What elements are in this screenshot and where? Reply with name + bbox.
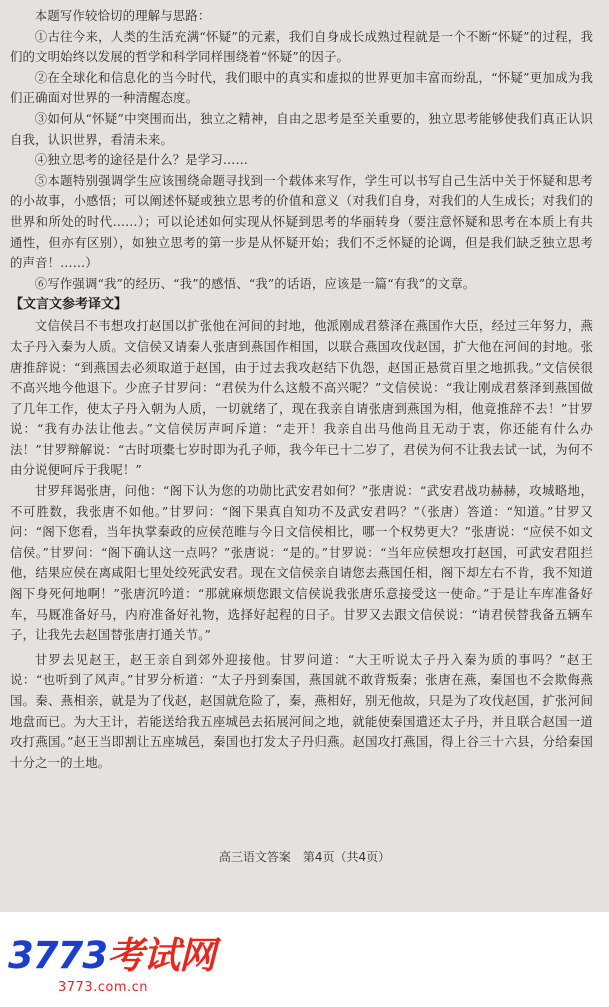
essay-notes-intro: 本题写作较恰切的理解与思路： xyxy=(34,8,211,23)
essay-point: ①古往今来，人类的生活充满“怀疑”的元素，我们自身成长成熟过程就是一个不断“怀疑”的过程，我们的文明始终以发展的哲学和科学同样围绕着“怀疑”的因子。 xyxy=(10,28,593,65)
site-logo xyxy=(8,936,215,976)
essay-point: ②在全球化和信息化的当今时代，我们眼中的真实和虚拟的世界更加丰富而纷乱，“怀疑”更加成为我们正确面对世界的一种清醒态度。 xyxy=(10,69,593,106)
translation-paragraph: 文信侯吕不韦想攻打赵国以扩张他在河间的封地，他派刚成君蔡泽在燕国作大臣，经过三年努力，燕太子丹入秦为人质。文信侯又请秦人张唐到燕国作相国，以联合燕国攻伐赵国，扩大他在河间的封地。张唐推辞说：“到燕国去必须取道于赵国，由于过去我攻赵结下仇怨，赵国正悬赏百里之地抓我。”文信侯很不高兴地今他退下。少庶子甘罗问：“君侯为什么这般不高兴呢？”文信侯说：“我让刚成君蔡泽到燕国做了几年工作，使太子丹入朝为人质，一切就绪了，现在我亲自请张唐到燕国为相，他竟推辞不去！”甘罗说：“我有办法让他去。”文信侯厉声呵斥道：“走开！我亲自出马他尚且无动于衷，你还能有什么办法！”甘罗辩解说：“古时项橐七岁时即为孔子师，我今年已十二岁了，君侯为何不让我去试一试，为何不由分说便呵斥于我呢！” xyxy=(10,318,593,478)
essay-point: ⑤本题特别强调学生应该围绕命题寻找到一个载体来写作，学生可以书写自己生活中关于怀疑和思考的小故事，小感悟；可以阐述怀疑或独立思考的价值和意义（对我们自身，对我们的人生成长；对我们的世界和所处的时代……）；可以论述如何实现从怀疑到思考的华丽转身（要注意怀疑和思考在本质上有共通性，但亦有区别），如独立思考的第一步是从怀疑开始；我们不乏怀疑的论调，但是我们缺乏独立思考的声音！……） xyxy=(10,172,593,271)
translation-paragraph: 甘罗去见赵王，赵王亲自到郊外迎接他。甘罗问道：“大王听说太子丹入秦为质的事吗？”赵王说：“也听到了风声。”甘罗分析道：“太子丹到秦国，燕国就不敢背叛秦；张唐在燕，秦国也不会欺侮燕国。秦、燕相亲，就是为了伐赵，赵国就危险了，秦，燕相好，别无他故，只是为了攻伐赵国，扩张河间地盘而已。为大王计，若能送给我五座城邑去拓展河间之地，就能使秦国遣还太子丹，并且联合赵国一道攻打燕国。”赵王当即割让五座城邑，秦国也打发太子丹归燕。赵国攻打燕国，得上谷三十六县，分给秦国十分之一的土地。 xyxy=(10,651,593,770)
logo-text: 考试网 xyxy=(106,934,215,977)
essay-point: ③如何从“怀疑”中突围而出，独立之精神，自由之思考是至关重要的，独立思考能够使我们真正认识自我，认识世界，看清未来。 xyxy=(10,110,593,147)
translation-heading: 【文言文参考译文】 xyxy=(10,297,128,313)
essay-point: ⑥写作强调“我”的经历、“我”的感悟、“我”的话语，应该是一篇“有我”的文章。 xyxy=(34,275,476,291)
logo-number: 3773 xyxy=(8,934,107,977)
translation-paragraph: 甘罗拜谒张唐，问他：“阁下认为您的功勋比武安君如何？”张唐说：“武安君战功赫赫，攻城略地，不可胜数，我张唐不如他。”甘罗问：“阁下果真自知功不及武安君吗？”（张唐）答道：“知道。”甘罗又问：“阁下您看，当年执掌秦政的应侯范睢与今日文信侯相比，哪一个权势更大？”张唐说：“应侯不如文信侯。”甘罗问：“阁下确认这一点吗？”张唐说：“是的。”甘罗说：“当年应侯想攻打赵国，可武安君阻拦他，结果应侯在离咸阳七里处绞死武安君。现在文信侯亲自请您去燕国任相，阁下却左右不肯，我不知道阁下身死何地啊！”张唐沉吟道：“那就麻烦您跟文信侯说我张唐乐意接受这一使命。”于是让车库准备好车，马厩准备好马，内府准备好礼物，选择好起程的日子。甘罗又去跟文信侯说：“请君侯替我备五辆车子，让我先去赵国替张唐打通关节。” xyxy=(10,483,593,643)
page-footer: 高三语文答案 第4页（共4页） xyxy=(218,850,391,864)
essay-point: ④独立思考的途径是什么？是学习…… xyxy=(34,152,248,168)
site-url: 3773.com.cn xyxy=(58,980,148,995)
